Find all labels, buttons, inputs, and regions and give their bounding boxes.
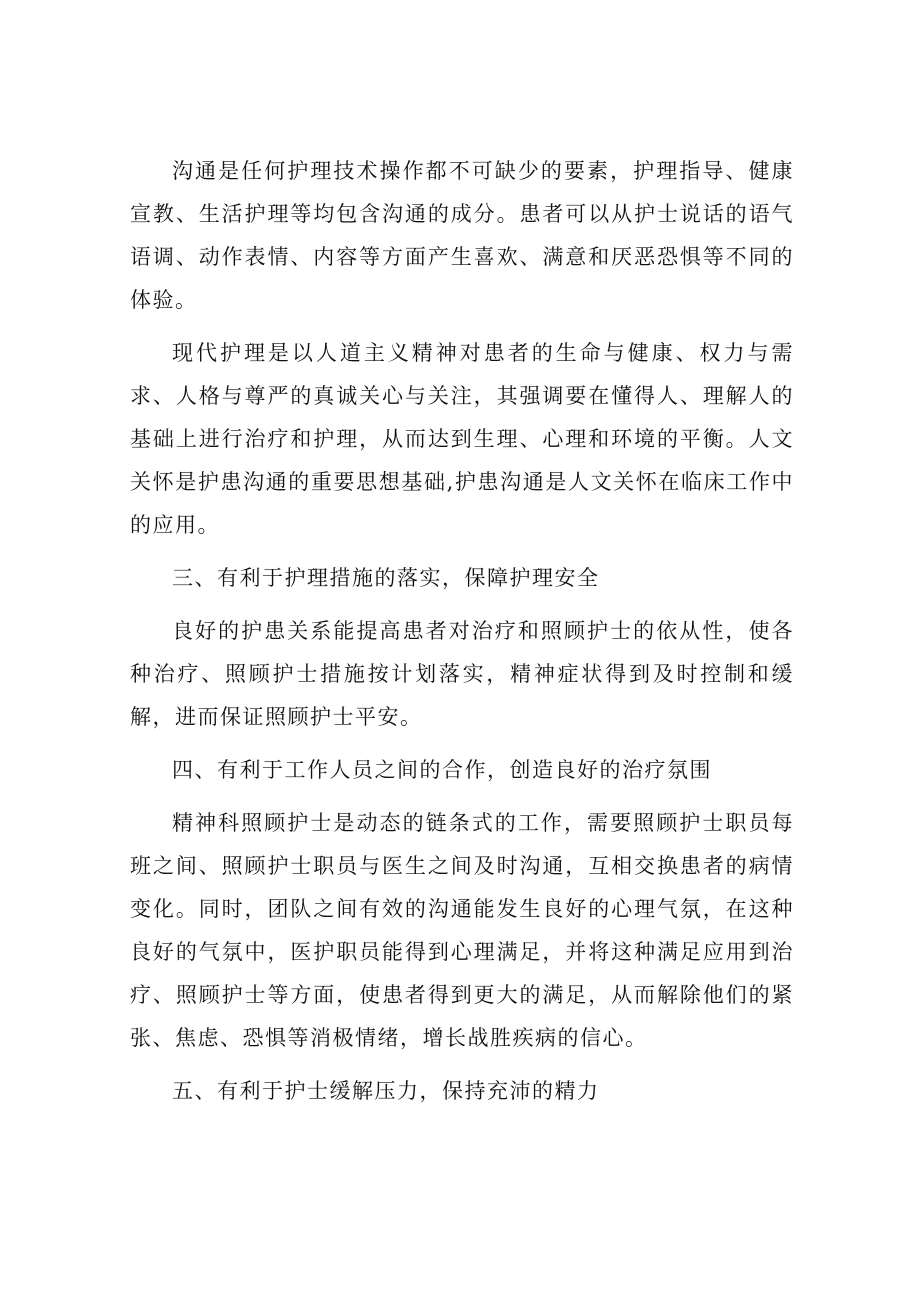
document-body [130,150,794,1123]
paragraph-communication-essential: 沟通是任何护理技术操作都不可缺少的要素，护理指导、健康宣教、生活护理等均包含沟通的成分。患者可以从护士说话的语气语调、动作表情、内容等方面产生喜欢、满意和厌恶恐惧等不同的体验。 [130,159,794,312]
paragraph-psychiatric-care: 精神科照顾护士是动态的链条式的工作，需要照顾护士职员每班之间、照顾护士职员与医生之间及时沟通，互相交换患者的病情变化。同时，团队之间有效的沟通能发生良好的心理气氛，在这种良好的气氛中，医护职员能得到心理满足，并将这种满足应用到治疗、照顾护士等方面，使患者得到更大的满足，从而解除他们的紧张、焦虑、恐惧等消极情绪，增长战胜疾病的信心。 [130,811,794,1050]
section-heading-4: 四、有利于工作人员之间的合作，创造良好的治疗氛围 [172,758,712,782]
paragraph-modern-nursing: 现代护理是以人道主义精神对患者的生命与健康、权力与需求、人格与尊严的真诚关心与关注，其强调要在懂得人、理解人的基础上进行治疗和护理，从而达到生理、心理和环境的平衡。人文关怀是护患沟通的重要思想基础,护患沟通是人文关怀在临床工作中的应用。 [130,341,794,537]
paragraph-nurse-patient-relationship: 良好的护患关系能提高患者对治疗和照顾护士的依从性，使各种治疗、照顾护士措施按计划落实，精神症状得到及时控制和缓解，进而保证照顾护士平安。 [130,619,794,729]
section-heading-5: 五、有利于护士缓解压力，保持充沛的精力 [172,1079,600,1103]
section-heading-3: 三、有利于护理措施的落实，保障护理安全 [172,566,600,590]
